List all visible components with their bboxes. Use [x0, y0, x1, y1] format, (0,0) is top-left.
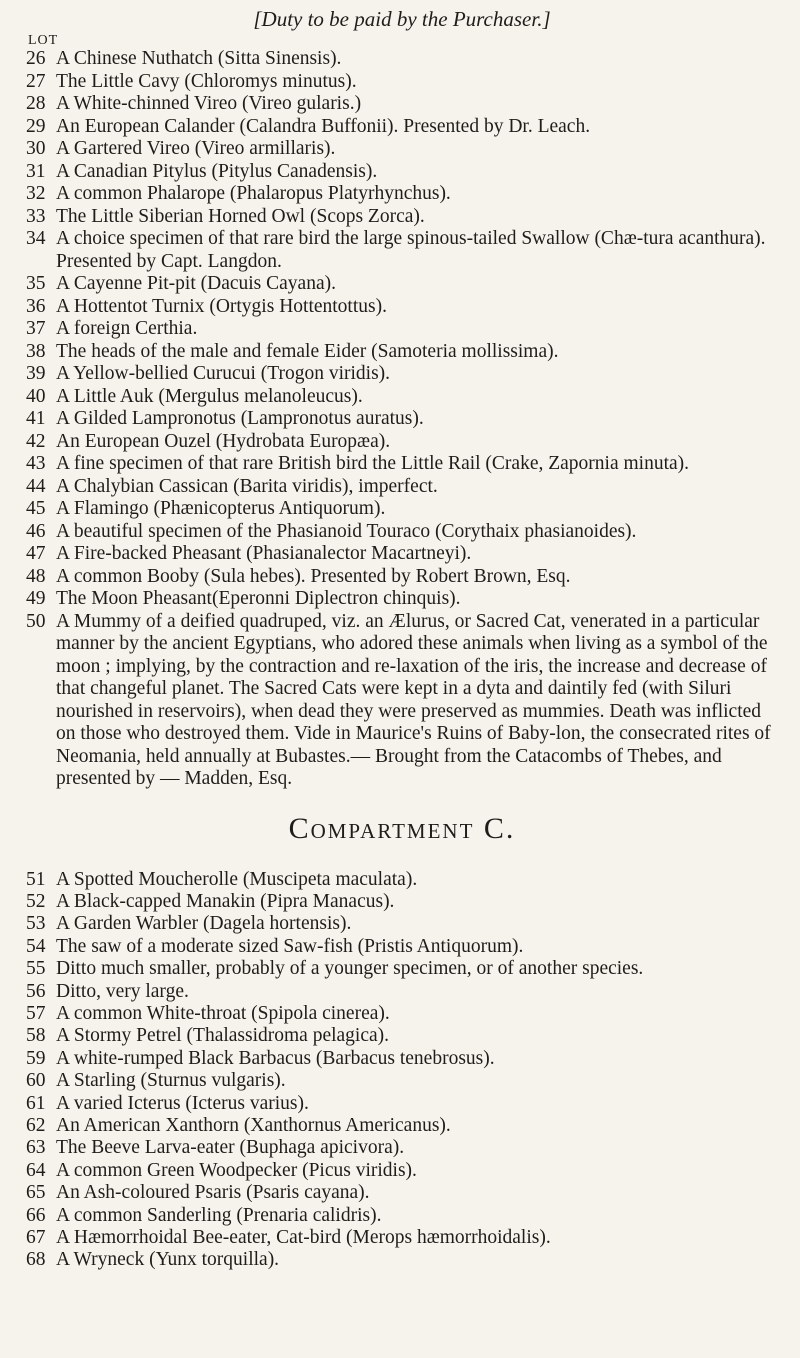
lot-number: 49: [26, 588, 46, 609]
lot-description: The Beeve Larva-eater (Buphaga apicivora).: [56, 1137, 405, 1159]
lot-number: 45: [26, 498, 46, 519]
lot-number: 60: [26, 1070, 46, 1092]
lot-number: 42: [26, 430, 46, 452]
lot-entry: [26, 183, 778, 206]
lot-entry: [26, 1182, 778, 1204]
lot-description: A fine specimen of that rare British bird the Little Rail (Crake, Zapornia minuta).: [56, 453, 690, 474]
lot-number: 35: [26, 273, 46, 294]
lot-entry: [26, 1025, 778, 1047]
lot-entry: [26, 341, 778, 364]
lot-list-compartment-c: [26, 869, 778, 1272]
lot-description: A white-rumped Black Barbacus (Barbacus tenebrosus).: [56, 1047, 495, 1069]
lot-entry: [26, 1160, 778, 1182]
lot-entry: [26, 206, 778, 229]
lot-description: A Chalybian Cassican (Barita viridis), imperfect.: [56, 475, 438, 497]
lot-number: 38: [26, 340, 46, 362]
lot-entry: [26, 958, 778, 980]
lot-description: The saw of a moderate sized Saw-fish (Pristis Antiquorum).: [56, 935, 524, 957]
lot-entry: [26, 869, 778, 891]
lot-description: An European Calander (Calandra Buffonii). Presented by Dr. Leach.: [56, 115, 591, 137]
lot-number: 53: [26, 913, 46, 935]
lot-entry: [26, 71, 778, 94]
lot-entry: [26, 228, 778, 273]
lot-number: 31: [26, 160, 46, 182]
lot-entry: [26, 1249, 778, 1271]
lot-entry: [26, 318, 778, 341]
lot-description: A Hottentot Turnix (Ortygis Hottentottus).: [56, 295, 387, 317]
lot-entry: [26, 543, 778, 566]
lot-number: 65: [26, 1182, 46, 1204]
lot-entry: [26, 1227, 778, 1249]
lot-entry: [26, 1137, 778, 1159]
lot-description: The heads of the male and female Eider (Samoteria mollissima).: [56, 340, 559, 362]
lot-description: A Yellow-bellied Curucui (Trogon viridis).: [56, 363, 391, 384]
lot-number: 26: [26, 48, 46, 69]
lot-number: 48: [26, 565, 46, 587]
lot-number: 34: [26, 228, 46, 249]
lot-number: 27: [26, 70, 46, 92]
lot-number: 33: [26, 205, 46, 227]
lot-description: An European Ouzel (Hydrobata Europæa).: [56, 430, 391, 452]
lot-description: An Ash-coloured Psaris (Psaris cayana).: [56, 1182, 370, 1204]
lot-number: 55: [26, 958, 46, 980]
lot-number: 54: [26, 935, 46, 957]
lot-description: A common Green Woodpecker (Picus viridis).: [56, 1159, 417, 1181]
lot-number: 36: [26, 295, 46, 317]
lot-entry: [26, 273, 778, 296]
lot-description: A common Booby (Sula hebes). Presented by Robert Brown, Esq.: [56, 565, 571, 587]
lot-number: 40: [26, 385, 46, 407]
lot-entry: [26, 431, 778, 454]
lot-description: A common White-throat (Spipola cinerea).: [56, 1002, 390, 1024]
lot-description: A Flamingo (Phænicopterus Antiquorum).: [56, 498, 386, 519]
lot-description: A Stormy Petrel (Thalassidroma pelagica).: [56, 1025, 390, 1047]
lot-description: A Starling (Sturnus vulgaris).: [56, 1070, 286, 1092]
lot-entry: [26, 161, 778, 184]
lot-entry: [26, 363, 778, 386]
lot-number: 28: [26, 93, 46, 114]
lot-number: 59: [26, 1047, 46, 1069]
lot-description: A common Sanderling (Prenaria calidris).: [56, 1204, 382, 1226]
lot-number: 62: [26, 1114, 46, 1136]
lot-entry: [26, 1070, 778, 1092]
lot-entry: [26, 891, 778, 913]
lot-entry: [26, 116, 778, 139]
lot-entry: [26, 138, 778, 161]
lot-entry: [26, 981, 778, 1003]
lot-number: 52: [26, 890, 46, 912]
lot-entry: [26, 498, 778, 521]
lot-entry: [26, 386, 778, 409]
lot-description: A beautiful specimen of the Phasianoid Touraco (Corythaix phasianoides).: [56, 520, 637, 542]
lot-number: 37: [26, 318, 46, 339]
lot-number: 57: [26, 1002, 46, 1024]
lot-description: Ditto, very large.: [56, 980, 189, 1002]
lot-number: 29: [26, 115, 46, 137]
lot-number: 51: [26, 868, 46, 890]
section-heading: Compartment C.: [288, 811, 516, 845]
lot-description: The Moon Pheasant(Eperonni Diplectron chinquis).: [56, 588, 461, 609]
lot-entry: [26, 1205, 778, 1227]
lot-description: A Wryneck (Yunx torquilla).: [56, 1249, 280, 1271]
lot-number: 46: [26, 520, 46, 542]
lot-description: A foreign Certhia.: [56, 318, 198, 339]
lot-entry: [26, 611, 778, 791]
lot-description: A Hæmorrhoidal Bee-eater, Cat-bird (Merops hæmorrhoidalis).: [56, 1227, 551, 1248]
lot-description: The Little Siberian Horned Owl (Scops Zorca).: [56, 205, 425, 227]
lot-entry: [26, 913, 778, 935]
lot-entry: [26, 936, 778, 958]
lot-number: 61: [26, 1092, 46, 1114]
lot-number: 43: [26, 453, 46, 474]
lot-entry: [26, 48, 778, 71]
lot-entry: [26, 1115, 778, 1137]
lot-description: A Cayenne Pit-pit (Dacuis Cayana).: [56, 273, 336, 294]
lot-column-label: LOT: [28, 33, 59, 48]
lot-number: 50: [26, 610, 46, 632]
lot-entry: [26, 1048, 778, 1070]
lot-description: The Little Cavy (Chloromys minutus).: [56, 70, 357, 92]
lot-description: A Canadian Pitylus (Pitylus Canadensis).: [56, 160, 378, 182]
lot-entry: [26, 296, 778, 319]
lot-entry: [26, 566, 778, 589]
lot-description: A Gartered Vireo (Vireo armillaris).: [56, 138, 336, 159]
lot-description: Ditto much smaller, probably of a younger specimen, or of another species.: [56, 958, 644, 980]
lot-description: A Little Auk (Mergulus melanoleucus).: [56, 385, 363, 407]
lot-entry: [26, 476, 778, 499]
lot-number: 56: [26, 980, 46, 1002]
lot-description: A Mummy of a deified quadruped, viz. an Ælurus, or Sacred Cat, venerated in a particular manner by the ancient Egyptians, who adored these animals when living as a symbol of the moon ; implying, by the contraction and re-laxation of the iris, the increase and decrease of that changeful planet. The Sacred Cats were kept in a dyta and daintily fed (with Siluri nourished in reservoirs), when dead they were preserved as mummies. Death was inflicted on those who destroyed them. Vide in Maurice's Ruins of Baby-lon, the consecrated rites of Neomania, held annually at Bubastes.— Brought from the Catacombs of Thebes, and presented by — Madden, Esq.: [56, 610, 771, 789]
lot-entry: [26, 93, 778, 116]
lot-entry: [26, 453, 778, 476]
lot-number: 68: [26, 1249, 46, 1271]
lot-description: A varied Icterus (Icterus varius).: [56, 1092, 309, 1114]
lot-number: 63: [26, 1137, 46, 1159]
lot-description: A choice specimen of that rare bird the large spinous-tailed Swallow (Chæ-tura acanthura). Presented by Capt. Langdon.: [56, 228, 766, 272]
lot-number: 67: [26, 1227, 46, 1248]
lot-description: A Garden Warbler (Dagela hortensis).: [56, 913, 352, 935]
duty-note-header: [Duty to be paid by the Purchaser.]: [253, 7, 551, 31]
lot-number: 58: [26, 1025, 46, 1047]
lot-description: A Black-capped Manakin (Pipra Manacus).: [56, 890, 395, 912]
lot-number: 47: [26, 543, 46, 564]
lot-description: A Fire-backed Pheasant (Phasianalector Macartneyi).: [56, 543, 472, 564]
lot-number: 39: [26, 363, 46, 384]
lot-description: A Spotted Moucherolle (Muscipeta maculata).: [56, 868, 418, 890]
lot-number: 30: [26, 138, 46, 159]
lot-number: 32: [26, 183, 46, 204]
lot-entry: [26, 408, 778, 431]
lot-number: 41: [26, 408, 46, 429]
lot-description: A common Phalarope (Phalaropus Platyrhynchus).: [56, 183, 451, 204]
lot-entry: [26, 1093, 778, 1115]
lot-list-first: [26, 48, 778, 791]
lot-number: 66: [26, 1204, 46, 1226]
lot-entry: [26, 588, 778, 611]
lot-number: 64: [26, 1159, 46, 1181]
lot-entry: [26, 521, 778, 544]
lot-description: A White-chinned Vireo (Vireo gularis.): [56, 93, 362, 114]
lot-description: A Gilded Lampronotus (Lampronotus auratus).: [56, 408, 424, 429]
lot-number: 44: [26, 475, 46, 497]
lot-description: An American Xanthorn (Xanthornus Americanus).: [56, 1114, 451, 1136]
lot-entry: [26, 1003, 778, 1025]
lot-description: A Chinese Nuthatch (Sitta Sinensis).: [56, 48, 342, 69]
